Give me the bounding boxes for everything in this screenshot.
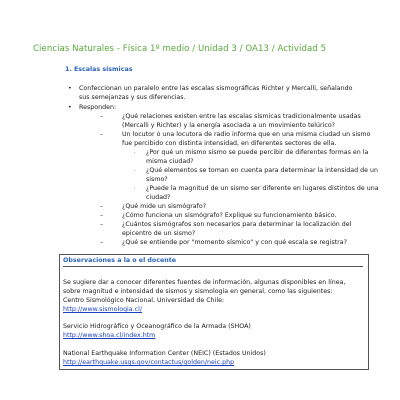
question1-line1: ¿Qué relaciones existen entre las escalas sísmicas tradicionalmente usadas — [122, 113, 361, 120]
dot-marker: · — [134, 168, 136, 174]
source3-name: National Earthquake Information Center (NEIC) (Estados Unidos) — [63, 350, 266, 357]
question6: ¿Qué se entiende por "momento sísmico" y con qué escala se registra? — [122, 239, 347, 246]
source2-link[interactable]: http://www.shoa.cl/index.htm — [63, 332, 156, 339]
sub2-line1: ¿Qué elementos se toman en cuenta para determinar la intensidad de un — [146, 167, 378, 174]
sub3-line2: ciudad? — [146, 194, 171, 201]
question4: ¿Cómo funciona un sismógrafo? Explique su funcionamiento básico. — [122, 212, 337, 219]
observations-intro-line1: Se sugiere dar a conocer diferentes fuentes de información, algunas disponibles en línea, — [63, 279, 346, 286]
bullet-marker: • — [68, 85, 72, 92]
question5-line2: epicentro de un sismo? — [122, 230, 196, 237]
dot-marker: · — [134, 150, 136, 156]
observations-title: Observaciones a la o el docente — [63, 257, 177, 264]
source1-link[interactable]: http://www.sismologia.cl/ — [63, 306, 143, 313]
sub1-line1: ¿Por qué un mismo sismo se puede percibir de diferentes formas en la — [146, 149, 369, 156]
page-header: Ciencias Naturales - Física 1º medio / Unidad 3 / OA13 / Actividad 5 — [33, 44, 327, 54]
sub2-line2: sismo? — [146, 176, 168, 183]
source1-name: Centro Sismológico Nacional, Universidad de Chile: — [63, 297, 225, 304]
observations-divider — [63, 266, 363, 267]
question5-line1: ¿Cuántos sismógrafos son necesarios para determinar la localización del — [122, 221, 352, 228]
section-title: 1. Escalas sísmicas — [65, 66, 133, 73]
question3: ¿Qué mide un sismógrafo? — [122, 203, 207, 210]
dot-marker: · — [134, 186, 136, 192]
question1-line2: (Mercalli y Richter) y la energía asociada a un movimiento telúrico? — [122, 122, 336, 129]
bullet1-line2: sus semejanzas y sus diferencias. — [79, 94, 186, 101]
sub3-line1: ¿Puede la magnitud de un sismo ser diferente en lugares distintos de una — [146, 185, 379, 192]
source2-name: Servicio Hidrográfico y Oceanográfico de la Armada (SHOA) — [63, 323, 251, 330]
dash-marker: – — [100, 113, 104, 120]
question2-line2: fue percibido con distinta intensidad, en diferentes sectores de ella. — [122, 140, 337, 147]
bullet1-line1: Confeccionan un paralelo entre las escalas sismográficas Richter y Mercalli, señalando — [79, 85, 353, 92]
sub1-line2: misma ciudad? — [146, 158, 194, 165]
dash-marker: – — [100, 212, 104, 219]
observations-intro-line2: sobre magnitud e intensidad de sismos y sismología en general, como las siguientes: — [63, 288, 333, 295]
bullet-marker: • — [68, 104, 72, 111]
dash-marker: – — [100, 239, 104, 246]
question2-line1: Un locutor o una locutora de radio informa que en una misma ciudad un sismo — [122, 131, 371, 138]
dash-marker: – — [100, 203, 104, 210]
dash-marker: – — [100, 221, 104, 228]
source3-link[interactable]: http://earthquake.usgs.gov/contactus/golden/neic.php — [63, 359, 235, 366]
bullet2-text: Responden: — [79, 104, 117, 111]
dash-marker: – — [100, 131, 104, 138]
